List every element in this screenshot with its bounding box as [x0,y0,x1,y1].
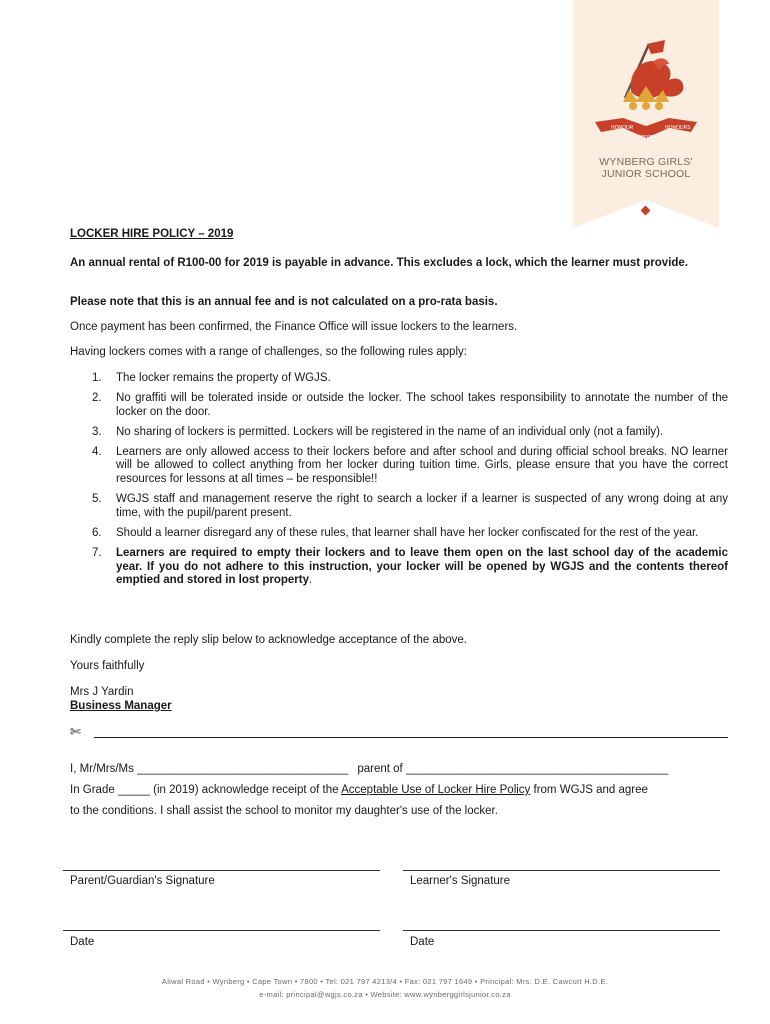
rule-text: Learners are only allowed access to their lockers before and after school and during official school breaks. NO learner will be allowed to collect anything from her locker during tuition time. Girls, please ensure that you have the correct resources for lessons at all times – be responsible!! [116,445,728,486]
reply-instruction: Kindly complete the reply slip below to acknowledge acceptance of the above. [70,634,467,646]
school-name-line1: WYNBERG GIRLS' [599,156,693,168]
date-line-right[interactable] [403,930,720,931]
acknowledge-text: (in 2019) acknowledge receipt of the [153,784,339,796]
cut-line [70,724,728,741]
learner-signature-label: Learner's Signature [410,875,511,887]
date-label-right: Date [410,936,435,948]
rule-item [70,392,728,419]
signer-title: Business Manager [70,700,172,712]
parent-of-label: parent of [357,763,403,775]
rule-item [70,527,728,541]
rule-text: The locker remains the property of WGJS. [116,372,331,384]
rule-number: 3. [92,425,102,438]
grade-field[interactable]: _____ [117,784,150,796]
rule-number: 6. [92,526,102,539]
rule-number: 7. [92,546,102,559]
parent-signature-line[interactable] [63,870,380,871]
slip-name-row [70,762,728,776]
rule-tail: . [308,574,313,587]
payment-paragraph: Once payment has been confirmed, the Finance Office will issue lockers to the learners. [70,321,518,333]
rule-item [70,446,728,487]
rule-item [70,547,728,588]
name-label: I, Mr/Mrs/Ms [70,763,134,775]
policy-link: Acceptable Use of Locker Hire Policy [341,784,531,796]
learner-signature-line[interactable] [403,870,720,871]
rental-paragraph: An annual rental of R100-00 for 2019 is payable in advance. This excludes a lock, which the learner must provide. [70,257,689,269]
rules-list [70,372,728,594]
rule-text: WGJS staff and management reserve the right to search a locker if a learner is suspected of any wrong doing at any time, with the pupil/parent present. [116,493,728,519]
cut-divider [94,737,728,738]
footer-address: Aliwal Road • Wynberg • Cape Town • 7800 • Tel: 021 797 4213/4 • Fax: 021 797 1649 • Principal: Mrs. D.E. Cawcutt H.D.E. [161,977,609,986]
conditions-text: to the conditions. I shall assist the school to monitor my daughter's use of the locker. [70,805,498,817]
rule-item [70,493,728,520]
school-banner [573,0,719,228]
school-name-line2: JUNIOR SCHOOL [601,168,691,180]
rule-item [70,426,728,440]
rule-number: 5. [92,493,102,506]
name-field[interactable]: _________________________________ [137,763,349,775]
scissors-icon: ✄ [70,724,81,739]
policy-title: LOCKER HIRE POLICY – 2019 [70,228,234,240]
rule-number: 1. [92,372,102,384]
motto-honour: HONOUR [611,125,634,131]
rule-number: 4. [92,445,102,458]
parent-signature-label: Parent/Guardian's Signature [70,875,215,887]
rule-item [70,372,728,386]
annual-fee-paragraph: Please note that this is an annual fee and is not calculated on a pro-rata basis. [70,296,498,308]
date-label-left: Date [70,936,95,948]
rule-text: Should a learner disregard any of these rules, that learner shall have her locker confiscated for the rest of the year. [116,526,699,539]
child-name-field[interactable]: _________________________________________ [405,763,669,775]
grade-label: In Grade [70,784,115,796]
rule-text: No graffiti will be tolerated inside or outside the locker. The school takes responsibility to annotate the number of the locker on the door. [116,392,728,418]
banner-shape [573,0,719,228]
motto-before: BEFORE [638,134,657,139]
slip-grade-row [70,783,728,797]
rule-number: 2. [92,392,102,405]
date-line-left[interactable] [63,930,380,931]
rule-text: No sharing of lockers is permitted. Lockers will be registered in the name of an individual only (not a family). [116,425,664,438]
yours-faithfully: Yours faithfully [70,660,145,672]
school-name [573,156,719,180]
footer-contact: e-mail: principal@wgjs.co.za • Website: www.wynberggirlsjunior.co.za [259,990,511,999]
rule-text: Learners are required to empty their lockers and to leave them open on the last school day of the academic year. If you do not adhere to this instruction, your locker will be opened by WGJS and the contents thereof emptied and stored in lost property [116,546,728,587]
signer-name: Mrs J Yardin [70,686,134,698]
motto-honours: HONOURS [665,125,691,131]
challenges-paragraph: Having lockers comes with a range of challenges, so the following rules apply: [70,346,467,358]
agree-text: from WGJS and agree [533,784,648,796]
